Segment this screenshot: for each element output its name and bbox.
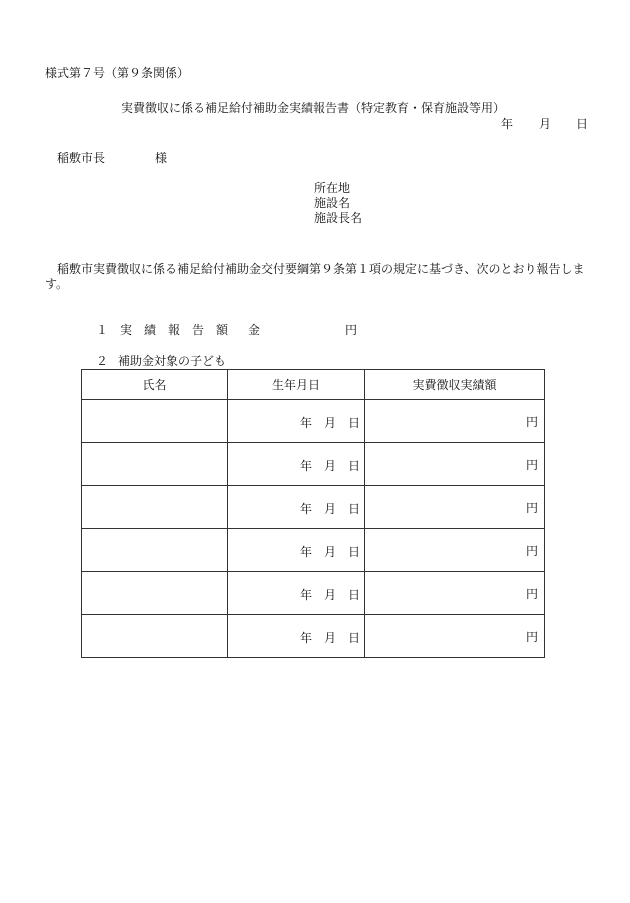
birthdate-cell[interactable]: [228, 400, 365, 443]
yen-label: 円: [525, 629, 538, 644]
column-header-birthdate: 生年月日: [228, 370, 365, 400]
addressee-honorific: 様: [155, 151, 168, 165]
birth-year-label: 年: [300, 459, 313, 473]
birth-month-label: 月: [324, 459, 337, 473]
amount-cell[interactable]: [365, 486, 545, 529]
birth-month-label: 月: [324, 588, 337, 602]
birth-month-label: 月: [324, 416, 337, 430]
birthdate-cell[interactable]: [228, 529, 365, 572]
amount-cell[interactable]: [365, 529, 545, 572]
report-amount-label: 実 績 報 告 額: [120, 323, 229, 337]
table-row: [82, 572, 545, 615]
yen-label: 円: [525, 543, 538, 558]
amount-cell[interactable]: [365, 443, 545, 486]
birthdate-cell[interactable]: [228, 615, 365, 658]
birth-month-label: 月: [324, 631, 337, 645]
document-title: 実費徴収に係る補足給付補助金実績報告書（特定教育・保育施設等用）: [121, 101, 506, 115]
amount-cell[interactable]: [365, 615, 545, 658]
column-header-amount: 実費徴収実績額: [365, 370, 545, 400]
birth-year-label: 年: [300, 545, 313, 559]
date-month-label: 月: [539, 117, 552, 131]
form-number: 様式第７号（第９条関係）: [45, 66, 190, 80]
birth-year-label: 年: [300, 502, 313, 516]
birth-day-label: 日: [348, 545, 361, 559]
birthdate-cell[interactable]: [228, 486, 365, 529]
addressee-name: 稲敷市長: [57, 151, 106, 165]
birth-month-label: 月: [324, 545, 337, 559]
birthdate-cell[interactable]: [228, 443, 365, 486]
name-cell[interactable]: [82, 443, 228, 486]
birth-year-label: 年: [300, 631, 313, 645]
yen-label: 円: [525, 457, 538, 472]
birth-day-label: 日: [348, 631, 361, 645]
report-amount-number: １: [96, 323, 109, 337]
name-cell[interactable]: [82, 572, 228, 615]
column-header-name: 氏名: [82, 370, 228, 400]
sender-director-label: 施設長名: [314, 211, 363, 225]
amount-cell[interactable]: [365, 572, 545, 615]
date-year-label: 年: [501, 117, 514, 131]
report-amount-kin: 金: [248, 323, 261, 337]
birth-day-label: 日: [348, 588, 361, 602]
sender-address-label: 所在地: [314, 181, 351, 195]
sender-facility-label: 施設名: [314, 196, 351, 210]
table-row: [82, 615, 545, 658]
children-table: [81, 369, 545, 658]
birth-year-label: 年: [300, 588, 313, 602]
children-heading: [96, 354, 236, 368]
children-heading-number: ２: [96, 354, 109, 368]
amount-cell[interactable]: [365, 400, 545, 443]
sender-block: [314, 181, 362, 226]
birth-day-label: 日: [348, 502, 361, 516]
yen-label: 円: [525, 414, 538, 429]
birth-day-label: 日: [348, 459, 361, 473]
name-cell[interactable]: [82, 400, 228, 443]
name-cell[interactable]: [82, 529, 228, 572]
addressee: [57, 151, 168, 165]
yen-label: 円: [525, 500, 538, 515]
table-row: [82, 486, 545, 529]
birth-month-label: 月: [324, 502, 337, 516]
birthdate-cell[interactable]: [228, 572, 365, 615]
table-row: [82, 529, 545, 572]
body-text: 稲敷市実費徴収に係る補足給付補助金交付要綱第９条第１項の規定に基づき、次のとおり報告します。: [45, 262, 585, 291]
birth-day-label: 日: [348, 416, 361, 430]
yen-label: 円: [525, 586, 538, 601]
table-row: [82, 400, 545, 443]
report-amount-unit: 円: [345, 323, 358, 337]
name-cell[interactable]: [82, 615, 228, 658]
name-cell[interactable]: [82, 486, 228, 529]
table-header-row: [82, 370, 545, 400]
date-day-label: 日: [576, 117, 589, 131]
birth-year-label: 年: [300, 416, 313, 430]
children-heading-text: 補助金対象の子ども: [118, 354, 227, 368]
table-row: [82, 443, 545, 486]
